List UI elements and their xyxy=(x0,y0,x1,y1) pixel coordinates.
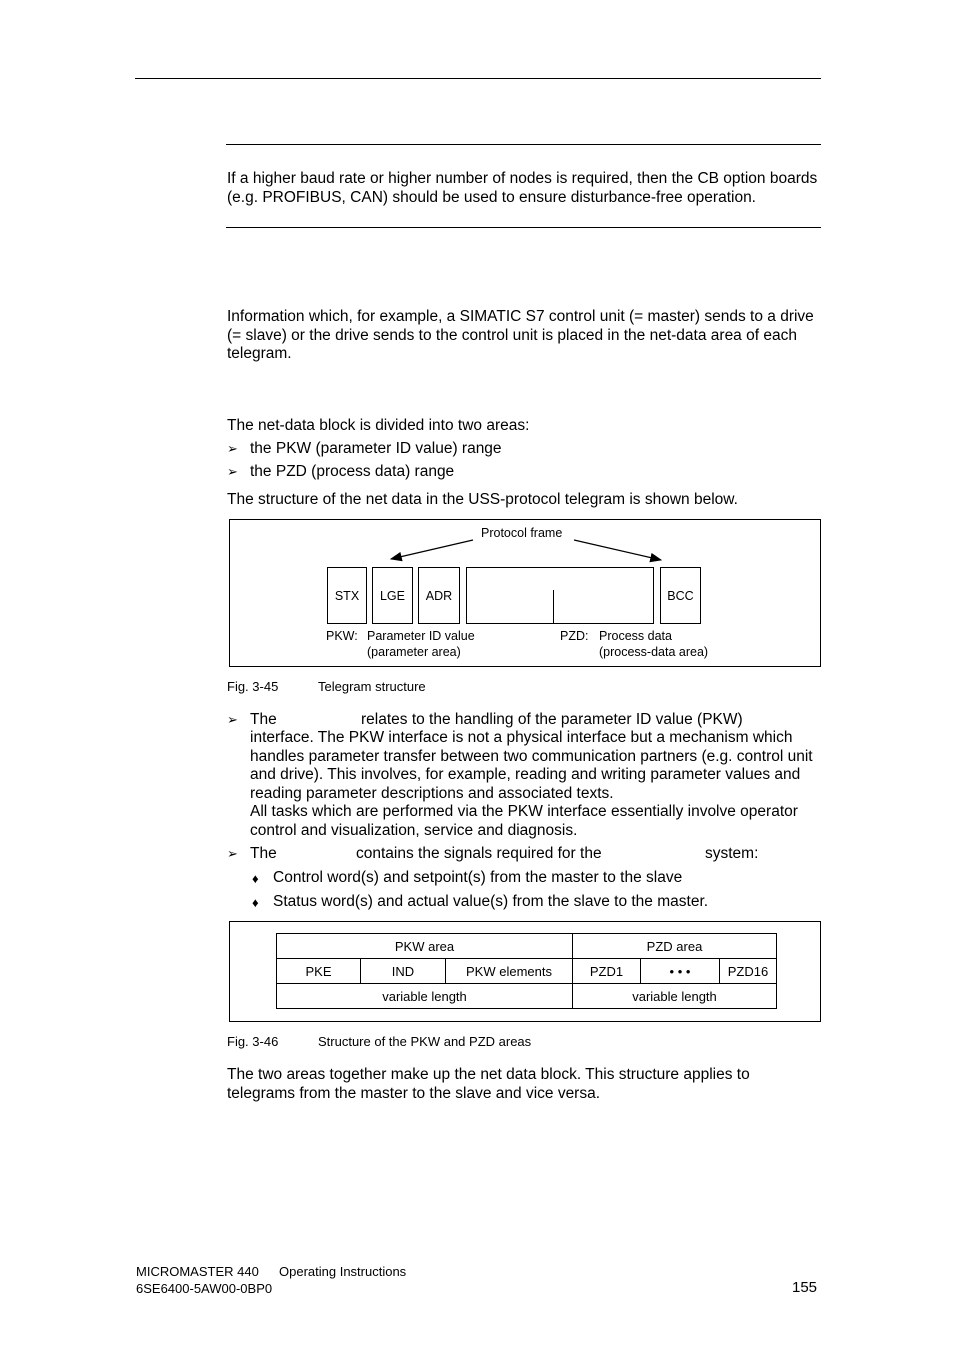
net-data-box xyxy=(466,567,654,624)
division-item: the PKW (parameter ID value) range xyxy=(250,440,502,457)
arrow-bullet-icon: ➢ xyxy=(227,712,238,727)
pkw-label: Parameter ID value xyxy=(367,629,475,643)
diamond-bullet-icon: ♦ xyxy=(252,871,259,886)
pzd-prefix: PZD: xyxy=(560,629,589,643)
pzd16-cell: PZD16 xyxy=(719,958,777,984)
arrow-bullet-icon: ➢ xyxy=(227,464,238,479)
fig45-caption-number: Fig. 3-45 xyxy=(227,679,279,694)
footer-product: MICROMASTER 440 xyxy=(136,1264,259,1279)
net-data-divider xyxy=(553,590,554,624)
pzd-subitem: Status word(s) and actual value(s) from the slave to the master. xyxy=(273,893,709,910)
fig46-caption-number: Fig. 3-46 xyxy=(227,1034,279,1049)
fig46-caption-title: Structure of the PKW and PZD areas xyxy=(318,1034,532,1049)
pkw-bullet-the: The xyxy=(250,711,277,728)
pkw-sublabel: (parameter area) xyxy=(367,645,461,659)
pzd-bullet-the: The xyxy=(250,845,277,862)
dots-cell: • • • xyxy=(640,958,720,984)
pkw-elements-cell: PKW elements xyxy=(445,958,573,984)
pke-cell: PKE xyxy=(276,958,361,984)
lge-box: LGE xyxy=(372,567,413,624)
note-top-rule xyxy=(226,144,821,145)
pkw-bullet-line1: relates to the handling of the parameter ID value (PKW) xyxy=(361,711,743,728)
stx-box: STX xyxy=(327,567,367,624)
ind-cell: IND xyxy=(360,958,446,984)
division-lead: The net-data block is divided into two areas: xyxy=(227,417,530,434)
adr-box: ADR xyxy=(418,567,460,624)
pkw-bullet-extra: All tasks which are performed via the PKW interface essentially involve operator control and visualization, service and diagnosis. xyxy=(250,803,798,839)
bcc-box: BCC xyxy=(660,567,701,624)
pzd-bullet-mid: contains the signals required for the xyxy=(356,845,602,862)
arrow-bullet-icon: ➢ xyxy=(227,441,238,456)
intro-paragraph: Information which, for example, a SIMATIC S7 control unit (= master) sends to a drive (= slave) or the drive sends to the control unit is placed in the net-data area of each telegram. xyxy=(227,308,814,362)
fig45-caption-title: Telegram structure xyxy=(318,679,426,694)
pkw-bullet-rest: interface. The PKW interface is not a physical interface but a mechanism which handles parameter transfer between two communication partners (e.g. control unit and drive). This involves, for example, reading and writing parameter values and reading parameter descriptions and associated texts. xyxy=(250,729,813,802)
header-rule xyxy=(135,78,821,79)
pzd1-cell: PZD1 xyxy=(572,958,641,984)
pzd-subitem: Control word(s) and setpoint(s) from the master to the slave xyxy=(273,869,683,886)
pzd-label: Process data xyxy=(599,629,672,643)
note-text: If a higher baud rate or higher number of nodes is required, then the CB option boards (e.g. PROFIBUS, CAN) should be used to ensure disturbance-free operation. xyxy=(227,170,818,206)
protocol-frame-label: Protocol frame xyxy=(481,526,563,540)
footer-order-number: 6SE6400-5AW00-0BP0 xyxy=(136,1281,273,1296)
pkw-area-header: PKW area xyxy=(276,933,573,959)
page-number: 155 xyxy=(792,1279,818,1296)
pzd-area-header: PZD area xyxy=(572,933,777,959)
pzd-sublabel: (process-data area) xyxy=(599,645,709,659)
closing-paragraph: The two areas together make up the net data block. This structure applies to telegrams from the master to the slave and vice versa. xyxy=(227,1066,750,1102)
division-item: the PZD (process data) range xyxy=(250,463,455,480)
footer-doc-type: Operating Instructions xyxy=(279,1264,407,1279)
pzd-bullet-end: system: xyxy=(705,845,759,862)
pkw-variable-length: variable length xyxy=(276,983,573,1009)
pzd-variable-length: variable length xyxy=(572,983,777,1009)
structure-text: The structure of the net data in the USS-protocol telegram is shown below. xyxy=(227,491,738,508)
pkw-prefix: PKW: xyxy=(326,629,358,643)
arrow-bullet-icon: ➢ xyxy=(227,846,238,861)
diamond-bullet-icon: ♦ xyxy=(252,895,259,910)
note-bottom-rule xyxy=(226,227,821,228)
